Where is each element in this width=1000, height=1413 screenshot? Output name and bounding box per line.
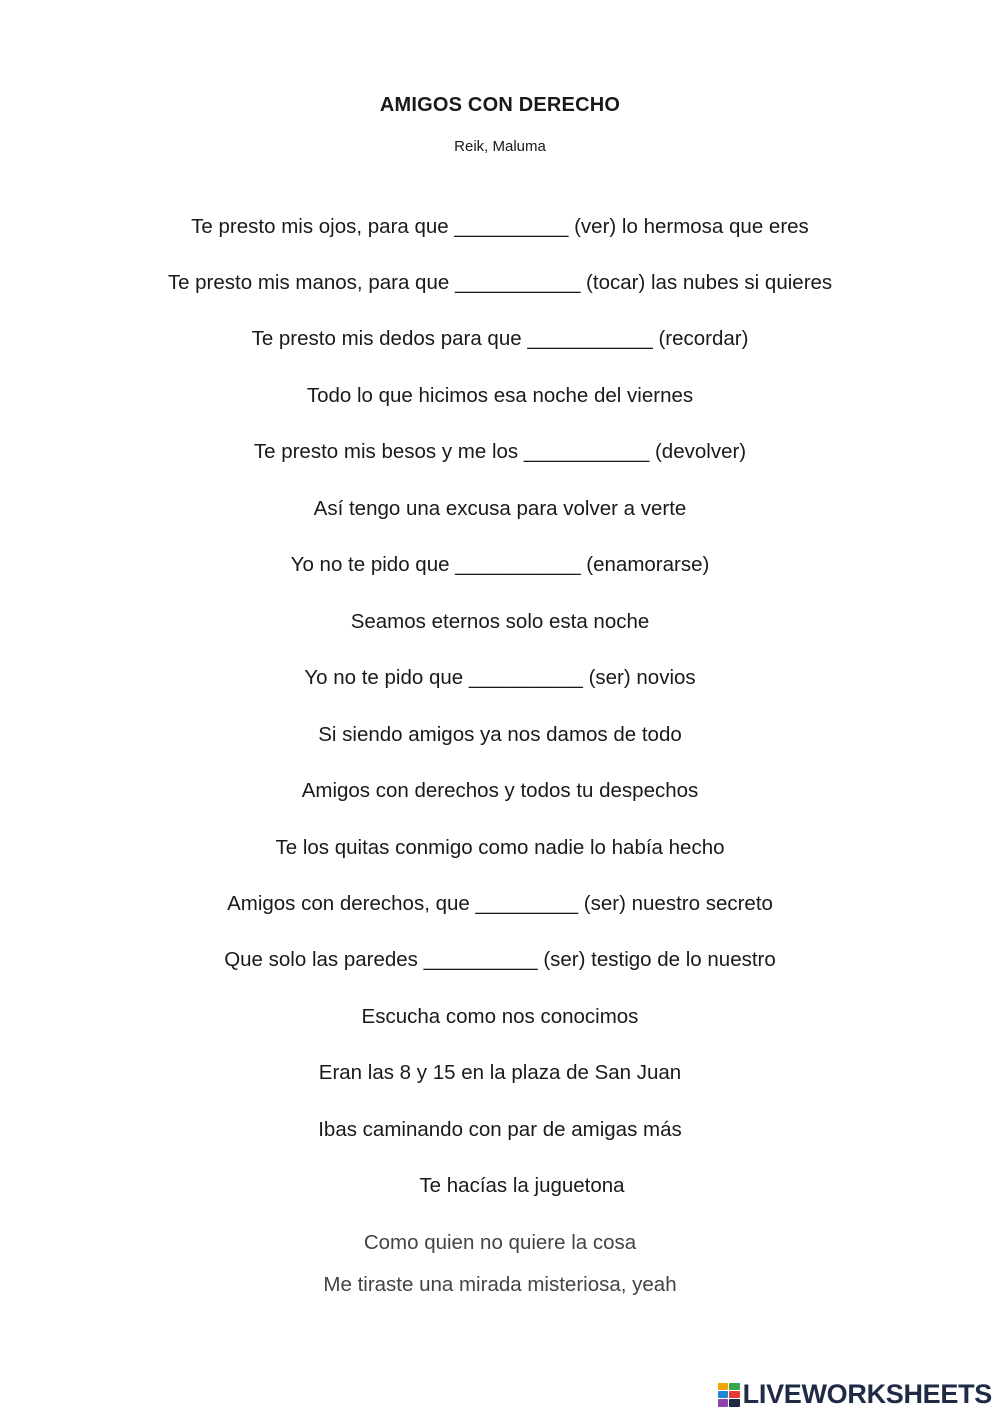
logo-text: LIVEWORKSHEETS <box>742 1379 992 1409</box>
lyric-line: Escucha como nos conocimos <box>361 1005 639 1028</box>
lyric-line: Te presto mis dedos para que ___________ (recordar) <box>251 327 749 350</box>
lyric-line: Que solo las paredes __________ (ser) testigo de lo nuestro <box>224 948 776 971</box>
lyric-line: Yo no te pido que __________ (ser) novios <box>304 666 696 689</box>
lyric-line: Ibas caminando con par de amigas más <box>318 1118 682 1141</box>
lyric-line: Seamos eternos solo esta noche <box>350 610 650 633</box>
lyric-line: Amigos con derechos, que _________ (ser) nuestro secreto <box>227 892 773 915</box>
lyric-line: Eran las 8 y 15 en la plaza de San Juan <box>318 1061 682 1084</box>
lyric-line: Te presto mis besos y me los ___________ (devolver) <box>253 440 747 463</box>
logo-mark-icon <box>718 1383 740 1407</box>
liveworksheets-logo <box>718 1379 992 1410</box>
lyric-line: Todo lo que hicimos esa noche del viernes <box>306 384 694 407</box>
lyric-line: Si siendo amigos ya nos damos de todo <box>318 723 682 746</box>
lyric-line: Te presto mis ojos, para que __________ (ver) lo hermosa que eres <box>191 215 809 238</box>
lyric-line: Como quien no quiere la cosa <box>363 1231 637 1254</box>
lyric-line: Te presto mis manos, para que ___________ (tocar) las nubes si quieres <box>167 271 833 294</box>
lyric-line: Te hacías la juguetona <box>419 1174 625 1197</box>
lyric-line: Amigos con derechos y todos tu despechos <box>301 779 699 802</box>
lyric-line: Yo no te pido que ___________ (enamorarse) <box>290 553 710 576</box>
song-artists: Reik, Maluma <box>454 138 546 155</box>
lyric-line: Me tiraste una mirada misteriosa, yeah <box>323 1273 677 1296</box>
lyric-line: Te los quitas conmigo como nadie lo había hecho <box>275 836 725 859</box>
lyric-line: Así tengo una excusa para volver a verte <box>313 497 687 520</box>
worksheet-title: AMIGOS CON DERECHO <box>379 94 621 116</box>
